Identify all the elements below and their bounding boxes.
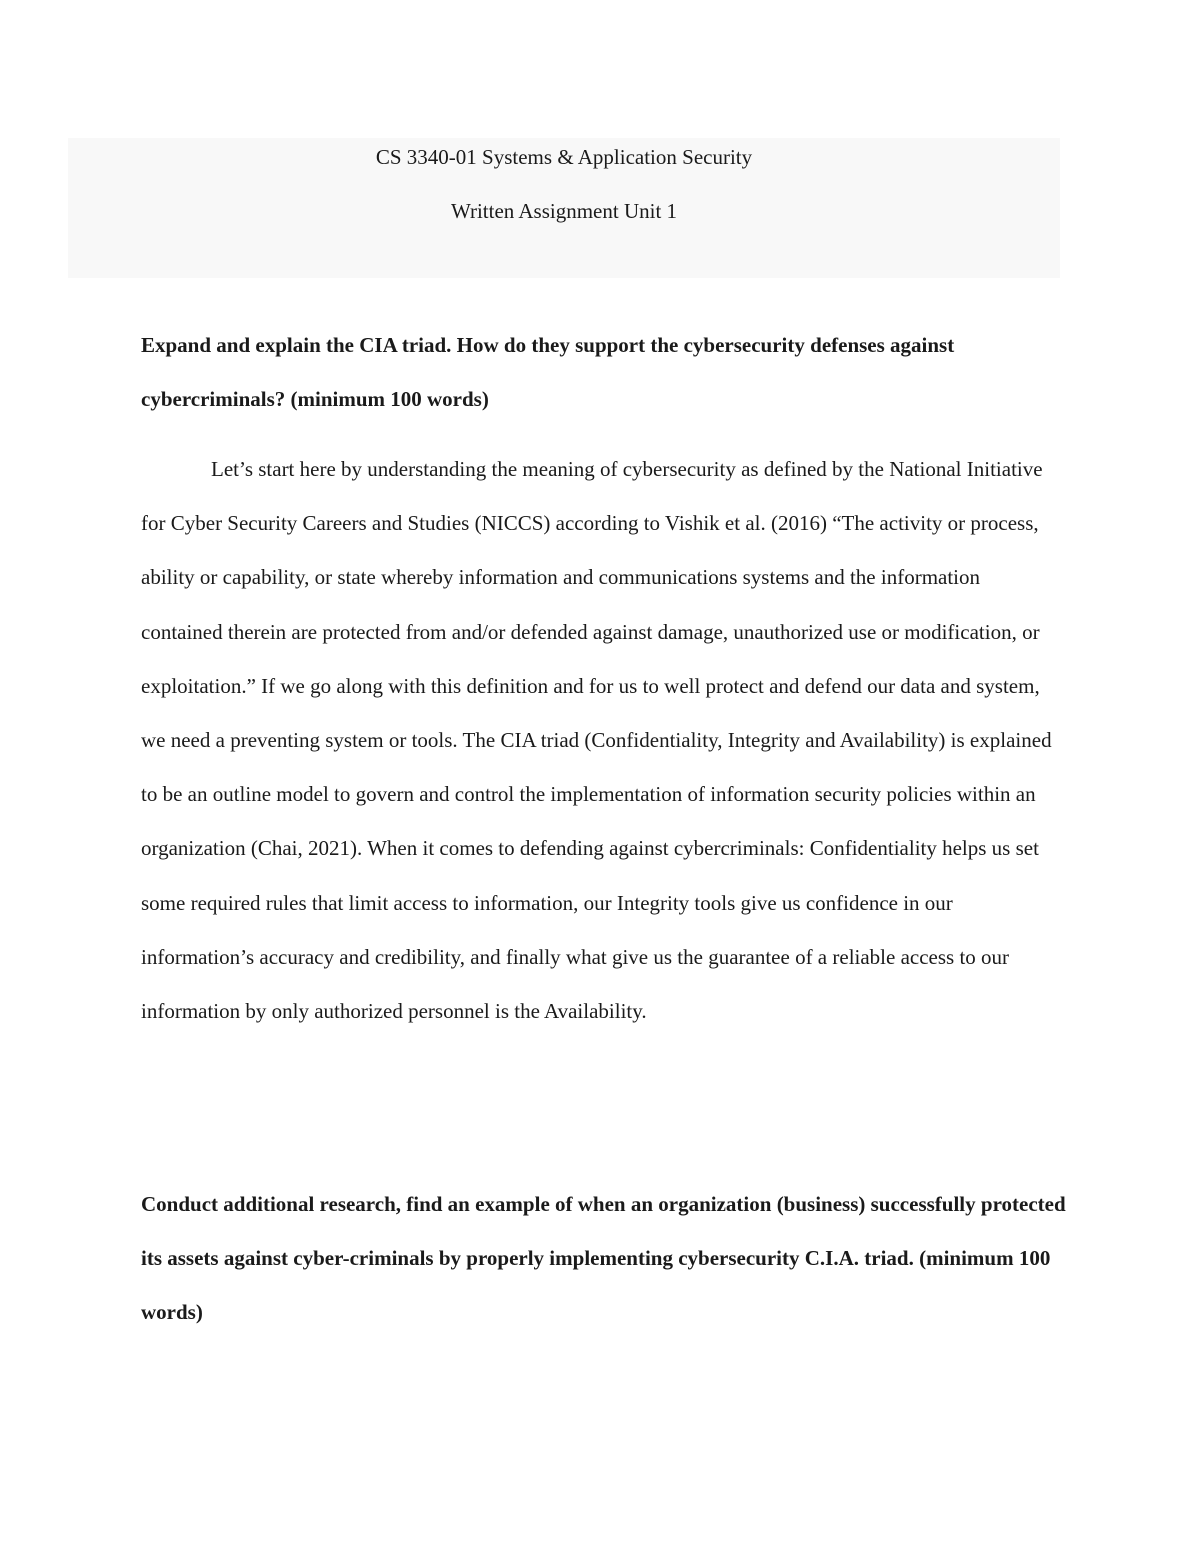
assignment-title: Written Assignment Unit 1 (450, 199, 678, 223)
question-2: Conduct additional research, find an example of when an organization (business) successfully protected its assets against cyber-criminals by properly implementing cybersecurity C.I.A. triad. (minimum 100 words) (141, 1192, 1066, 1324)
course-title: CS 3340-01 Systems & Application Security (375, 145, 753, 169)
question-1: Expand and explain the CIA triad. How do they support the cybersecurity defenses against cybercriminals? (minimum 100 words) (141, 333, 955, 411)
answer-1-paragraph: Let’s start here by understanding the meaning of cybersecurity as defined by the National Initiative for Cyber Security Careers and Studies (NICCS) according to Vishik et al. (2016) “The activity or process, ability or capability, or state whereby information and communications systems and the information contained therein are protected from and/or defended against damage, unauthorized use or modification, or exploitation.” If we go along with this definition and for us to well protect and defend our data and system, we need a preventing system or tools. The CIA triad (Confidentiality, Integrity and Availability) is explained to be an outline model to govern and control the implementation of information security policies within an organization (Chai, 2021). When it comes to defending against cybercriminals: Confidentiality helps us set some required rules that limit access to information, our Integrity tools give us confidence in our information’s accuracy and credibility, and finally what give us the guarantee of a reliable access to our information by only authorized personnel is the Availability. (141, 457, 1052, 1024)
